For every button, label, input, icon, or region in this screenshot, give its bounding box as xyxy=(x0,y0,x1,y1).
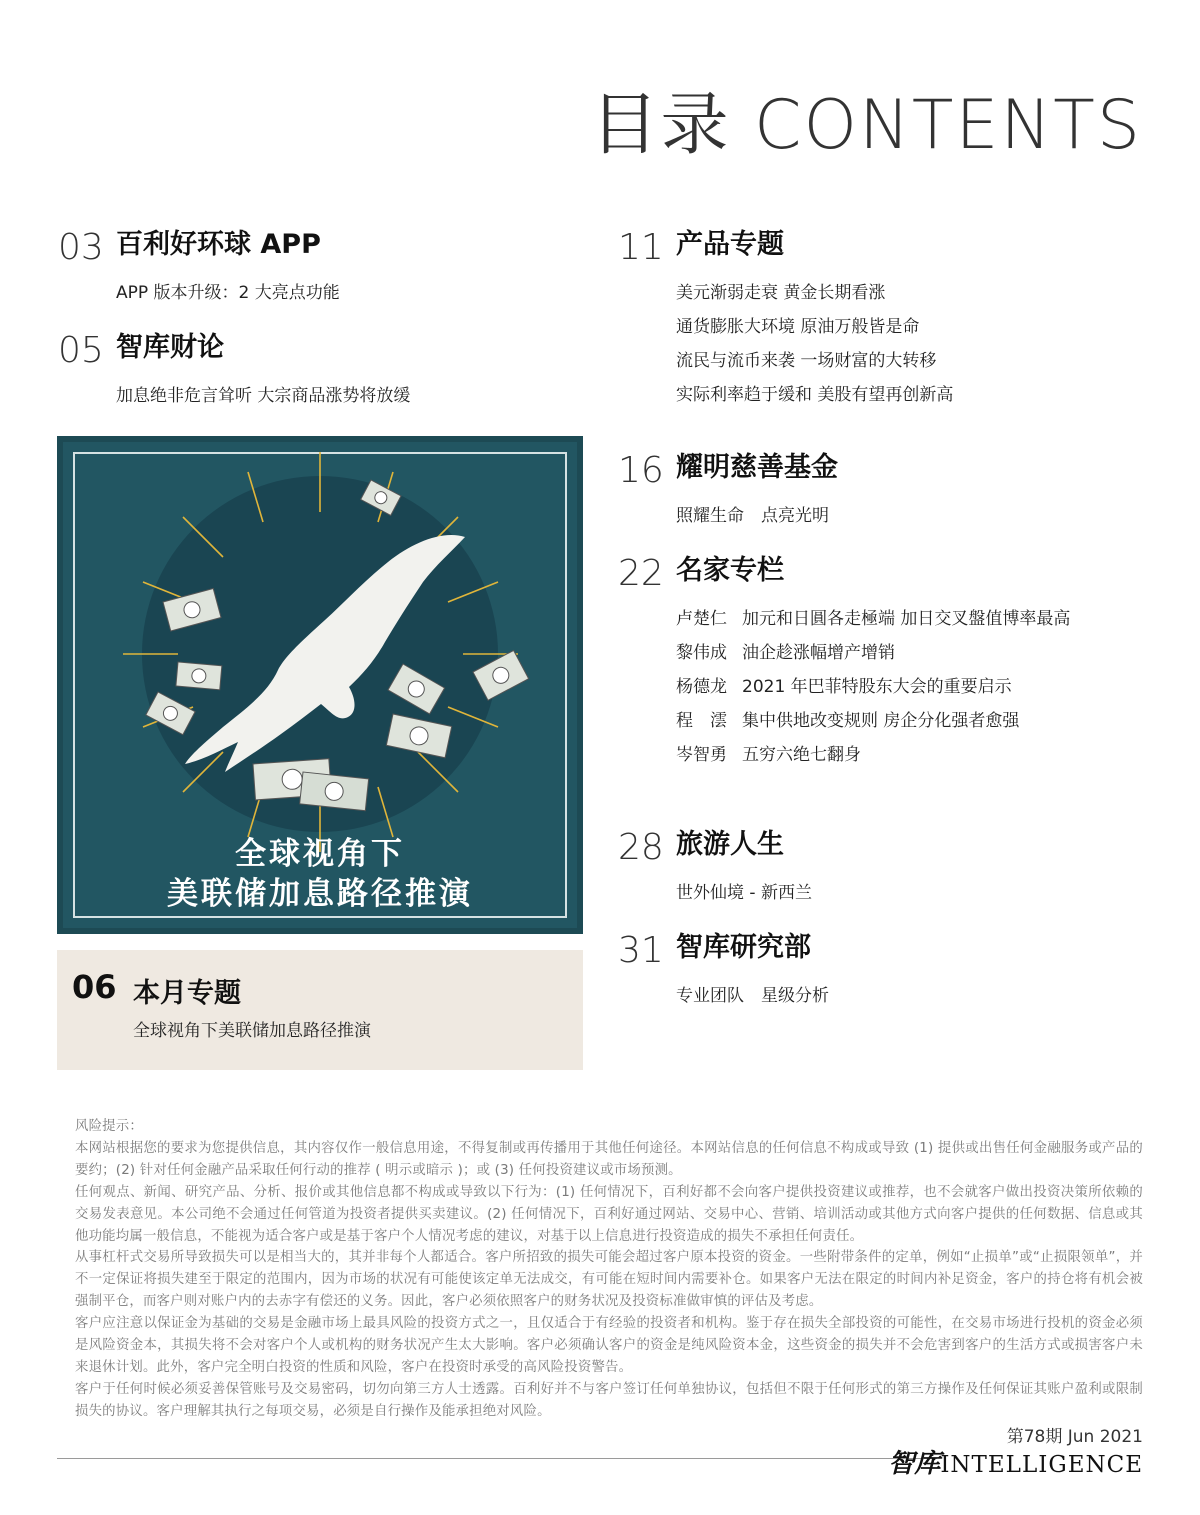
risk-paragraph: 本网站根据您的要求为您提供信息，其内容仅作一般信息用途，不得复制或再传播用于其他任何途径。本网站信息的任何信息不构成或导致 (1) 提供或出售任何金融服务或产品的要约；(2) 针对任何金融产品采取任何行动的推荐 ( 明示或暗示 )；或 (3) 任何投资建议或市场预测。 xyxy=(75,1140,1143,1178)
toc-page-number: 28 xyxy=(618,827,664,868)
column-article-title: 集中供地改变规则 房企分化强者愈强 xyxy=(742,711,1020,731)
risk-paragraph: 从事杠杆式交易所导致损失可以是相当大的，其并非每个人都适合。客户所招致的损失可能会超过客户原本投资的资金。一些附带条件的定单，例如“止损单”或“止损限领单”，并不一定保证将损失建至于限定的范围内，因为市场的状况有可能使该定单无法成交，有可能在短时间内需要补仓。如果客户无法在限定的时间内补足资金，客户的持仓将有机会被强制平仓，而客户则对账户内的去赤字有偿还的义务。因此，客户必须依照客户的财务状况及投资标准做审慎的评估及考虑。 xyxy=(75,1250,1143,1310)
toc-section-title: 百利好环球 APP xyxy=(116,229,321,260)
risk-disclosure xyxy=(75,1116,1143,1423)
cover-caption-line1: 全球视角下 xyxy=(235,836,405,872)
risk-paragraph: 客户于任何时候必须妥善保管账号及交易密码，切勿向第三方人士透露。百利好并不与客户签订任何单独协议，包括但不限于任何形式的第三方操作及任何保证其账户盈利或限制损失的协议。客户理解其执行之每项交易，必须是自行操作及能承担绝对风险。 xyxy=(75,1381,1143,1419)
toc-section-title: 旅游人生 xyxy=(676,829,784,860)
column-author: 黎伟成 xyxy=(676,643,727,663)
toc-article: 实际利率趋于缓和 美股有望再创新高 xyxy=(676,385,954,405)
column-article-title: 2021 年巴菲特股东大会的重要启示 xyxy=(742,677,1012,697)
toc-article: 美元渐弱走衰 黄金长期看涨 xyxy=(676,283,886,303)
column-author: 程 澐 xyxy=(676,711,727,731)
toc-section-title: 耀明慈善基金 xyxy=(676,452,838,483)
toc-column-article xyxy=(676,704,1070,738)
column-author: 杨德龙 xyxy=(676,677,727,697)
cover-caption-line2: 美联储加息路径推演 xyxy=(167,876,473,912)
toc-article: 专业团队 星级分析 xyxy=(676,986,829,1006)
toc-section-title: 智库研究部 xyxy=(676,932,811,963)
cover-caption xyxy=(63,834,577,914)
brand-name-en: INTELLIGENCE xyxy=(940,1452,1143,1478)
brand-name-cn: 智库 xyxy=(888,1449,941,1479)
risk-paragraph: 任何观点、新闻、研究产品、分析、报价或其他信息都不构成或导致以下行为：(1) 任何情况下，百利好都不会向客户提供投资建议或推荐，也不会就客户做出投资决策所依赖的交易发表意见。本公司绝不会通过任何管道为投资者提供买卖建议。(2) 任何情况下，百利好通过网站、交易中心、营销、培训活动或其他方式向客户提供的任何数据、信息或其他功能均属一般信息，不能视为适合客户或是基于客户个人情况考虑的建议，对基于以上信息进行投资造成的损失不承担任何责任。 xyxy=(75,1184,1143,1244)
column-article-title: 加元和日圓各走極端 加日交叉盤值博率最高 xyxy=(742,609,1071,629)
feature-page-number: 06 xyxy=(72,968,117,1006)
toc-column-article xyxy=(676,602,1070,636)
feature-box[interactable] xyxy=(57,950,583,1070)
page-title: 目录 CONTENTS xyxy=(590,86,1142,165)
toc-page-number: 03 xyxy=(58,227,104,268)
footer-divider xyxy=(57,1458,937,1459)
toc-article: 世外仙境 - 新西兰 xyxy=(676,883,812,903)
toc-article: 流民与流币来袭 一场财富的大转移 xyxy=(676,351,937,371)
toc-page-number: 05 xyxy=(58,330,104,371)
toc-section-title: 智库财论 xyxy=(116,332,224,363)
column-article-title: 五穷六绝七翻身 xyxy=(742,745,861,765)
toc-section-title: 名家专栏 xyxy=(676,555,784,586)
brand-logo xyxy=(888,1443,1143,1480)
toc-page-number: 16 xyxy=(618,450,664,491)
toc-section-title: 产品专题 xyxy=(676,229,784,260)
toc-page-number: 11 xyxy=(618,227,664,268)
cover-image[interactable] xyxy=(57,436,583,934)
risk-heading: 风险提示： xyxy=(75,1119,143,1134)
toc-article: 通货膨胀大环境 原油万般皆是命 xyxy=(676,317,920,337)
toc-column-article xyxy=(676,670,1070,704)
feature-title: 本月专题 xyxy=(133,978,241,1009)
toc-page-number: 31 xyxy=(618,930,664,971)
feature-subtitle: 全球视角下美联储加息路径推演 xyxy=(133,1021,371,1041)
toc-article: APP 版本升级：2 大亮点功能 xyxy=(116,283,340,303)
toc-article: 加息绝非危言耸听 大宗商品涨势将放缓 xyxy=(116,386,411,406)
column-article-title: 油企趁涨幅增产增销 xyxy=(742,643,895,663)
issue-number: 第78期 Jun 2021 xyxy=(1006,1427,1143,1447)
toc-page-number: 22 xyxy=(618,553,664,594)
toc-column-article xyxy=(676,636,1070,670)
risk-paragraph: 客户应注意以保证金为基础的交易是金融市场上最具风险的投资方式之一，且仅适合于有经验的投资者和机构。鉴于存在损失全部投资的可能性，在交易市场进行投机的资金必须是风险资金本，其损失将不会对客户个人或机构的财务状况产生太大影响。客户必须确认客户的资金是纯风险资本金，这些资金的损失并不会危害到客户的生活方式或损害客户未来退休计划。此外，客户完全明白投资的性质和风险，客户在投资时承受的高风险投资警告。 xyxy=(75,1316,1143,1375)
column-author: 岑智勇 xyxy=(676,745,727,765)
column-author: 卢楚仁 xyxy=(676,609,727,629)
toc-article: 照耀生命 点亮光明 xyxy=(676,506,829,526)
toc-column-article xyxy=(676,738,1070,772)
